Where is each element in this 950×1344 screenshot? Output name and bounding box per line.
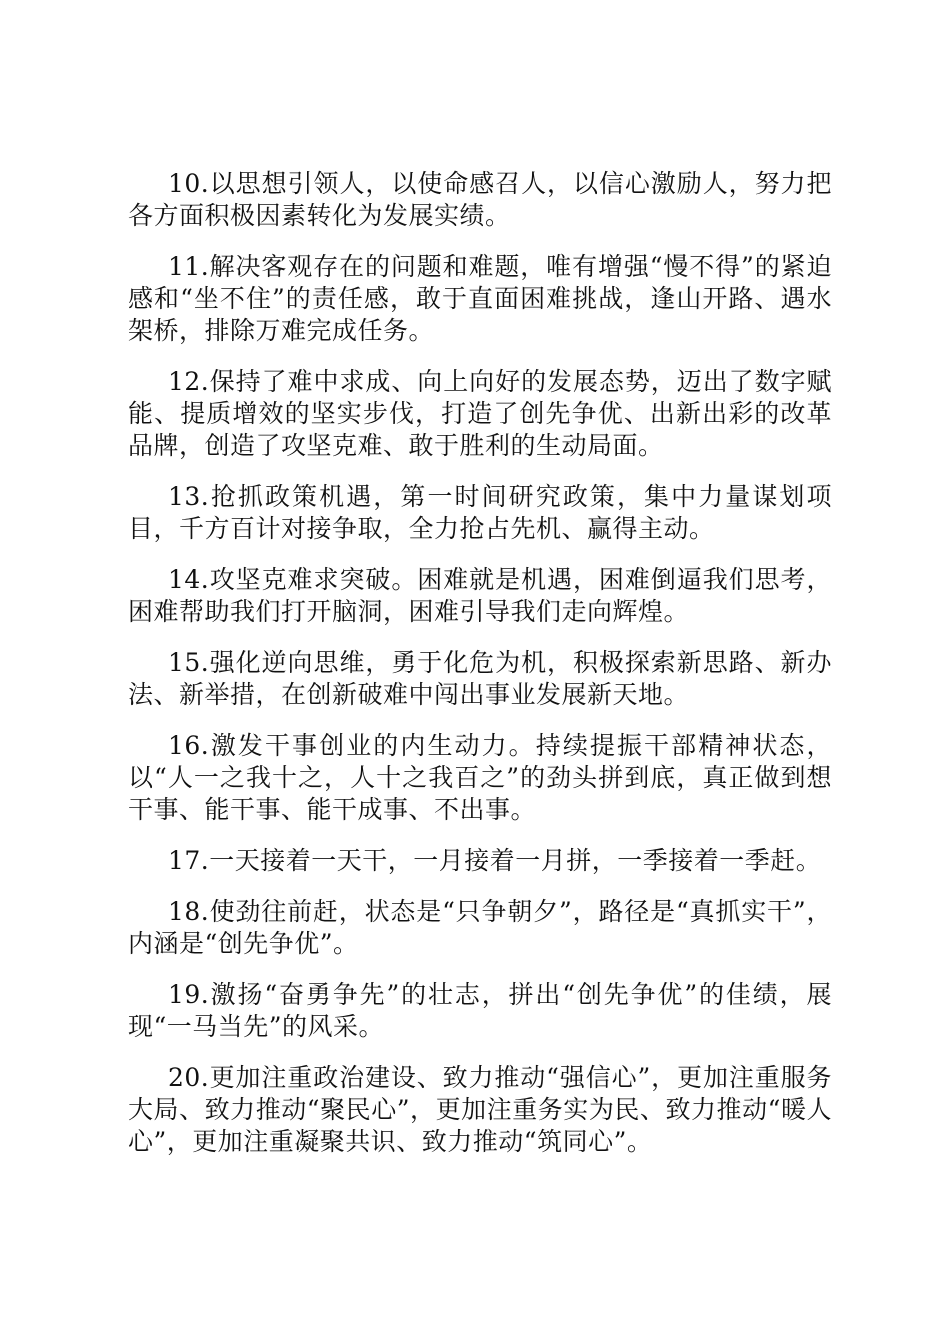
paragraph-16: 16.激发干事创业的内生动力。持续提振干部精神状态，以“人一之我十之，人十之我百之”的劲头拼到底，真正做到想干事、能干事、能干成事、不出事。 — [128, 731, 832, 824]
paragraph-18: 18.使劲往前赶，状态是“只争朝夕”，路径是“真抓实干”，内涵是“创先争优”。 — [128, 897, 832, 958]
paragraph-11: 11.解决客观存在的问题和难题，唯有增强“慢不得”的紧迫感和“坐不住”的责任感，敢于直面困难挑战，逢山开路、遇水架桥，排除万难完成任务。 — [128, 252, 832, 345]
paragraph-19: 19.激扬“奋勇争先”的壮志，拼出“创先争优”的佳绩，展现“一马当先”的风采。 — [128, 980, 832, 1041]
paragraph-13: 13.抢抓政策机遇，第一时间研究政策，集中力量谋划项目，千方百计对接争取，全力抢占先机、赢得主动。 — [128, 482, 832, 543]
paragraph-17: 17.一天接着一天干，一月接着一月拼，一季接着一季赶。 — [168, 846, 822, 875]
paragraph-14: 14.攻坚克难求突破。困难就是机遇，困难倒逼我们思考，困难帮助我们打开脑洞，困难引导我们走向辉煌。 — [128, 565, 832, 626]
paragraph-20: 20.更加注重政治建设、致力推动“强信心”，更加注重服务大局、致力推动“聚民心”，更加注重务实为民、致力推动“暖人心”，更加注重凝聚共识、致力推动“筑同心”。 — [128, 1063, 832, 1156]
paragraph-10: 10.以思想引领人，以使命感召人，以信心激励人，努力把各方面积极因素转化为发展实绩。 — [128, 169, 832, 230]
paragraph-15: 15.强化逆向思维，勇于化危为机，积极探索新思路、新办法、新举措，在创新破难中闯出事业发展新天地。 — [128, 648, 832, 709]
document-body — [128, 168, 832, 1177]
paragraph-12: 12.保持了难中求成、向上向好的发展态势，迈出了数字赋能、提质增效的坚实步伐，打造了创先争优、出新出彩的改革品牌，创造了攻坚克难、敢于胜利的生动局面。 — [128, 367, 832, 460]
